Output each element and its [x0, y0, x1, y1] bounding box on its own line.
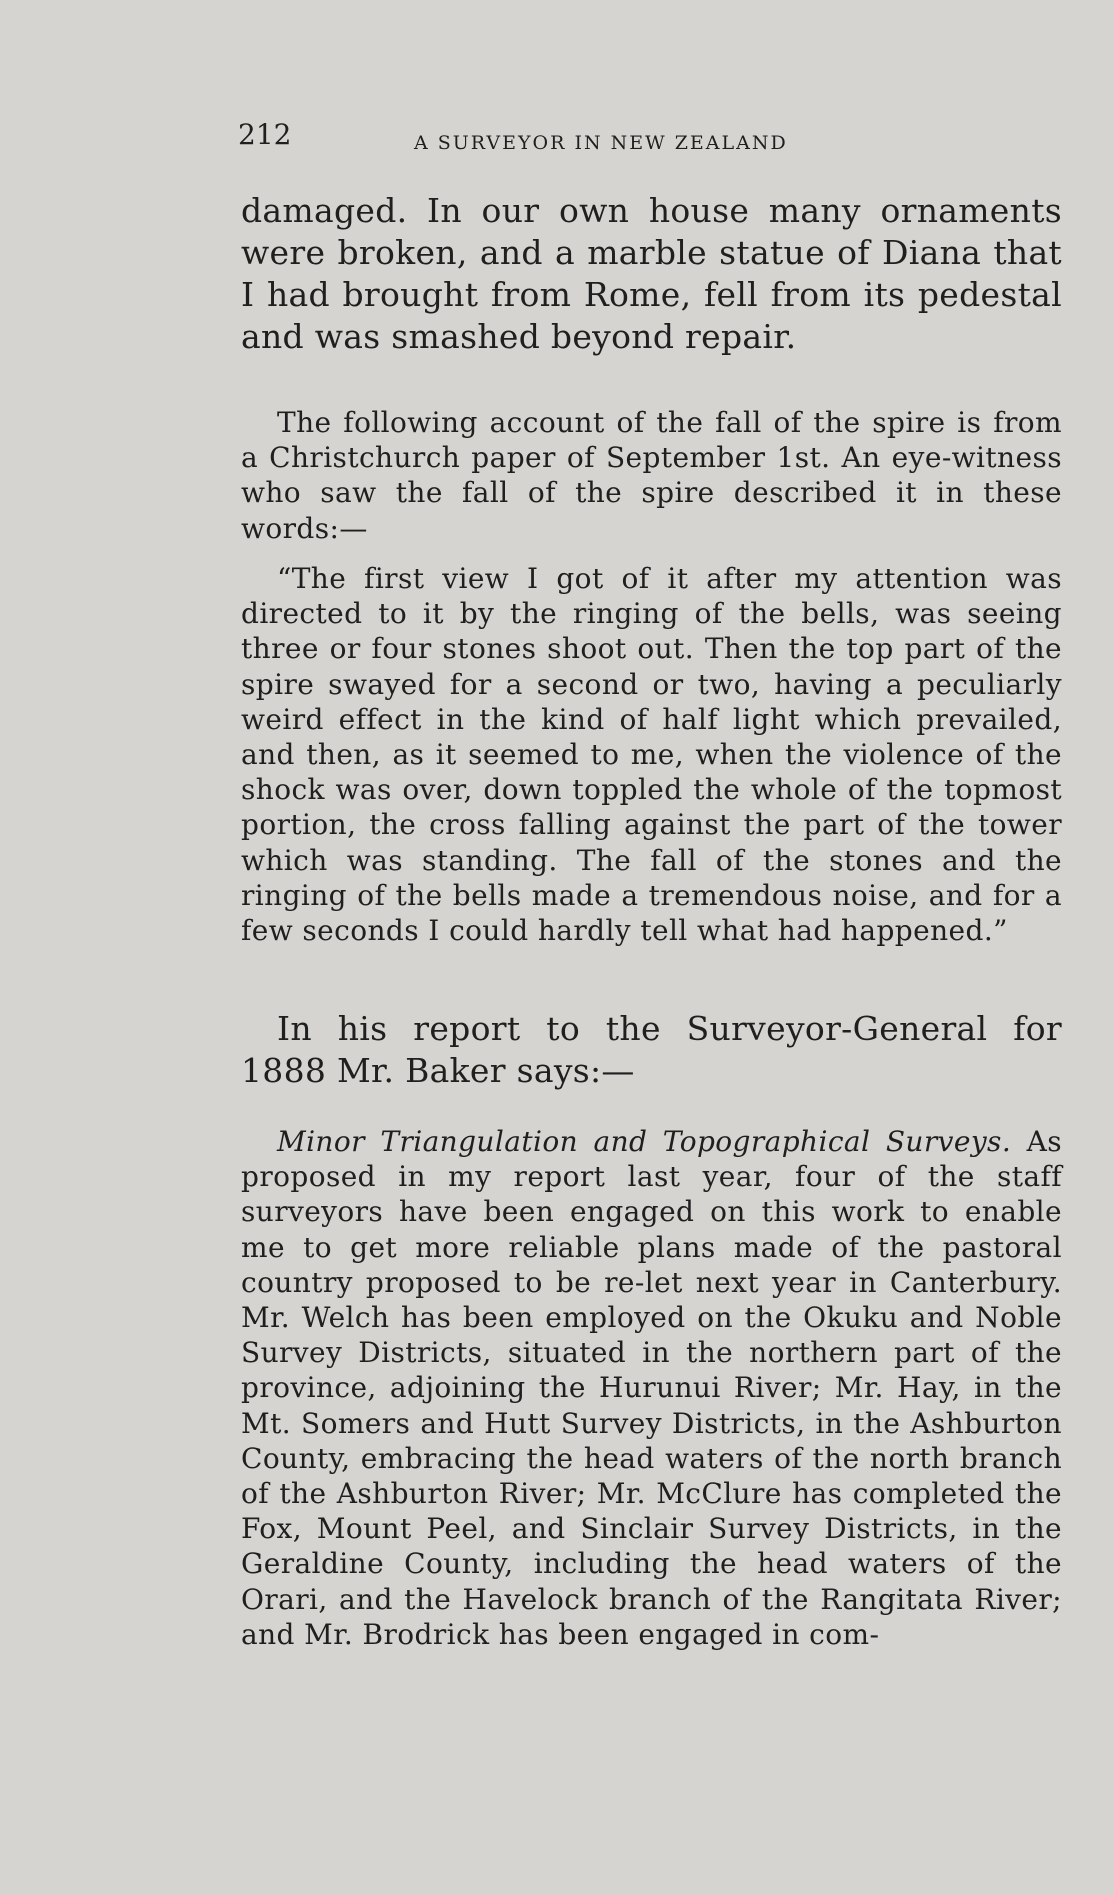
paragraph-spire-intro	[241, 405, 1062, 546]
section-heading-italic: Minor Triangulation and Topographical Surveys.	[277, 1125, 1012, 1158]
running-head: A SURVEYOR IN NEW ZEALAND	[414, 132, 788, 154]
paragraph-eyewitness-quote	[241, 561, 1062, 948]
report-body: As proposed in my report last year, four of the staff surveyors have been engaged on this work to enable me to get more reliable plans made of the pastoral country proposed to be re-let next year in Canterbury. Mr. Welch has been employed on the Okuku and Noble Survey Districts, situated in the northern part of the province, adjoining the Hurunui River; Mr. Hay, in the Mt. Somers and Hutt Survey Districts, in the Ashburton County, embracing the head waters of the north branch of the Ashburton River; Mr. McClure has completed the Fox, Mount Peel, and Sinclair Survey Districts, in the Geraldine County, including the head waters of the Orari, and the Havelock branch of the Rangitata River; and Mr. Brodrick has been engaged in com-	[241, 1125, 1062, 1651]
paragraph-text: In his report to the Surveyor-General for 1888 Mr. Baker says:—	[241, 1009, 1062, 1090]
paragraph-report-excerpt	[241, 1124, 1062, 1652]
page-number: 212	[238, 118, 292, 151]
paragraph-text	[241, 1124, 1062, 1652]
page-header	[238, 118, 1064, 158]
paragraph-text: “The first view I got of it after my attention was directed to it by the ringing of the bells, was seeing three or four stones shoot out. Then the top part of the spire swayed for a second or two, having a peculiarly weird effect in the kind of half light which prevailed, and then, as it seemed to me, when the violence of the shock was over, down toppled the whole of the topmost portion, the cross falling against the part of the tower which was standing. The fall of the stones and the ringing of the bells made a tremendous noise, and for a few seconds I could hardly tell what had happened.”	[241, 562, 1062, 948]
paragraph-continuation	[241, 190, 1062, 358]
paragraph-text: The following account of the fall of the spire is from a Christchurch paper of September 1st. An eye-witness who saw the fall of the spire described it in these words:—	[241, 406, 1062, 545]
paragraph-report-intro	[241, 1008, 1062, 1092]
paragraph-text: damaged. In our own house many ornaments were broken, and a marble statue of Diana that I had brought from Rome, fell from its pedestal and was smashed beyond repair.	[241, 191, 1062, 356]
